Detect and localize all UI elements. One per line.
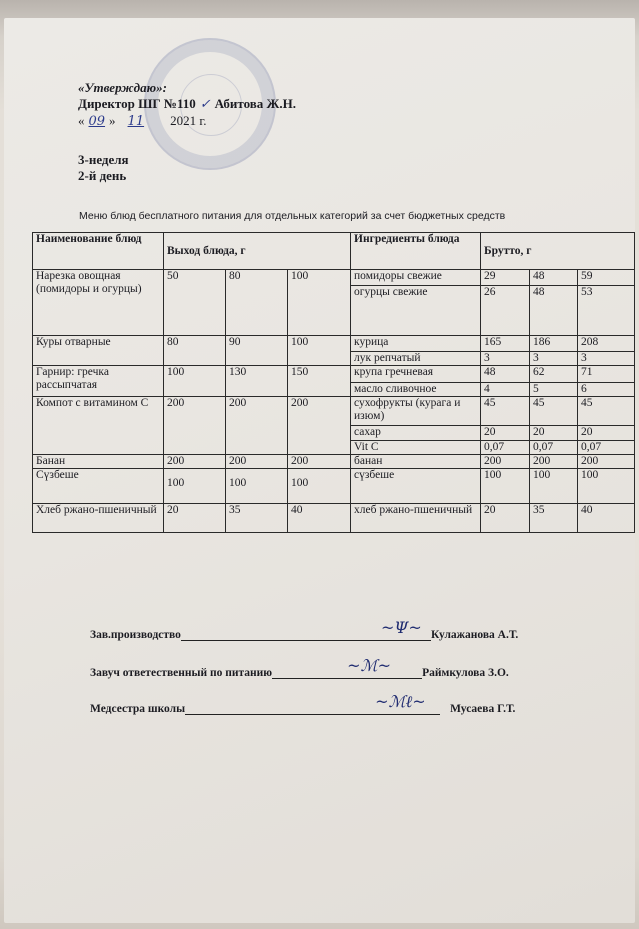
output-3: 200 [288,397,351,455]
menu-table [32,232,635,533]
signature-name: Кулажанова А.Т. [430,629,519,641]
gross-3: 45 [578,397,635,426]
approval-heading: «Утверждаю»: [78,80,167,95]
signature-line-nurse [90,692,516,715]
handwritten-signature: ~Ψ~ [380,618,422,637]
dish-name: Нарезка овощная (помидоры и огурцы) [33,270,164,336]
ingredient-name: масло сливочное [351,383,481,397]
gross-3: 0,07 [578,441,635,455]
dish-name: Куры отварные [33,336,164,366]
output-3: 100 [288,336,351,366]
ingredient-name: крупа гречневая [351,366,481,383]
gross-1: 4 [481,383,530,397]
gross-2: 5 [530,383,578,397]
ingredient-name: хлеб ржано-пшеничный [351,504,481,533]
header-ingredients: Ингредиенты блюда [351,233,481,270]
dish-name: Банан [33,455,164,469]
gross-2: 35 [530,504,578,533]
signature-underline [272,656,422,679]
output-2: 200 [226,455,288,469]
handwritten-signature: ~ℳℓ~ [375,692,426,711]
gross-2: 186 [530,336,578,352]
gross-2: 3 [530,352,578,366]
output-1: 80 [164,336,226,366]
ingredient-name: банан [351,455,481,469]
signature-name: Раймкулова З.О. [422,667,509,679]
gross-2: 48 [530,270,578,286]
director-name: Абитова Ж.Н. [214,96,297,111]
date-day: 09 [88,114,106,129]
gross-2: 20 [530,426,578,441]
signature-role: Зав.производство [90,629,181,641]
output-3: 150 [288,366,351,397]
ingredient-name: курица [351,336,481,352]
table-row [33,469,635,504]
handwritten-signature: ~ℳ~ [347,656,392,675]
output-3: 100 [288,469,351,504]
output-3: 100 [288,270,351,336]
approval-block [78,80,296,130]
schedule-block [78,152,129,184]
header-gross: Брутто, г [481,233,635,270]
table-header-row [33,233,635,270]
signature-name: Мусаева Г.Т. [450,703,516,715]
output-2: 130 [226,366,288,397]
date-quote-open: « [78,113,85,128]
output-1: 200 [164,397,226,455]
gross-3: 20 [578,426,635,441]
dish-name: Компот с витамином С [33,397,164,455]
signature-line-headteacher [90,656,509,679]
gross-1: 20 [481,426,530,441]
output-3: 40 [288,504,351,533]
signature-role: Завуч ответественный по питанию [90,667,273,679]
table-row [33,270,635,286]
output-2: 90 [226,336,288,366]
output-2: 100 [226,469,288,504]
table-row [33,366,635,383]
dish-name: Сүзбеше [33,469,164,504]
gross-3: 100 [578,469,635,504]
gross-3: 3 [578,352,635,366]
signature-role: Медсестра школы [90,703,186,715]
gross-1: 200 [481,455,530,469]
ingredient-name: Vit C [351,441,481,455]
gross-3: 40 [578,504,635,533]
ingredient-name: огурцы свежие [351,286,481,336]
gross-1: 165 [481,336,530,352]
gross-1: 20 [481,504,530,533]
output-1: 20 [164,504,226,533]
director-signature: ✓ [199,97,211,112]
director-line [78,96,296,113]
gross-3: 208 [578,336,635,352]
gross-1: 100 [481,469,530,504]
dish-name: Хлеб ржано-пшеничный [33,504,164,533]
gross-3: 59 [578,270,635,286]
gross-2: 0,07 [530,441,578,455]
output-1: 100 [164,469,226,504]
gross-3: 71 [578,366,635,383]
gross-2: 100 [530,469,578,504]
header-dish: Наименование блюд [33,233,164,270]
gross-1: 29 [481,270,530,286]
output-2: 80 [226,270,288,336]
output-2: 200 [226,397,288,455]
table-row [33,336,635,352]
signature-line-production [90,618,519,641]
signature-underline [185,692,440,715]
day-label: 2-й день [78,168,127,183]
header-output: Выход блюда, г [164,233,351,270]
gross-3: 200 [578,455,635,469]
gross-2: 200 [530,455,578,469]
date-year: 2021 г. [170,113,207,128]
gross-1: 3 [481,352,530,366]
gross-1: 45 [481,397,530,426]
date-month: 11 [127,114,145,129]
signature-underline [181,618,431,641]
gross-2: 48 [530,286,578,336]
output-1: 100 [164,366,226,397]
gross-1: 48 [481,366,530,383]
gross-2: 45 [530,397,578,426]
output-2: 35 [226,504,288,533]
table-row [33,455,635,469]
ingredient-name: помидоры свежие [351,270,481,286]
table-row [33,504,635,533]
menu-title: Меню блюд бесплатного питания для отдельных категорий за счет бюджетных средств [79,210,506,222]
gross-3: 6 [578,383,635,397]
gross-2: 62 [530,366,578,383]
director-label: Директор ШГ №110 [78,96,196,111]
approval-date [78,113,296,130]
week-label: 3-неделя [78,152,129,167]
ingredient-name: лук репчатый [351,352,481,366]
ingredient-name: сухофрукты (курага и изюм) [351,397,481,426]
date-quote-close: » [109,113,116,128]
gross-3: 53 [578,286,635,336]
table-row [33,397,635,426]
gross-1: 0,07 [481,441,530,455]
dish-name: Гарнир: гречка рассыпчатая [33,366,164,397]
gross-1: 26 [481,286,530,336]
ingredient-name: сүзбеше [351,469,481,504]
output-1: 200 [164,455,226,469]
output-1: 50 [164,270,226,336]
output-3: 200 [288,455,351,469]
ingredient-name: сахар [351,426,481,441]
